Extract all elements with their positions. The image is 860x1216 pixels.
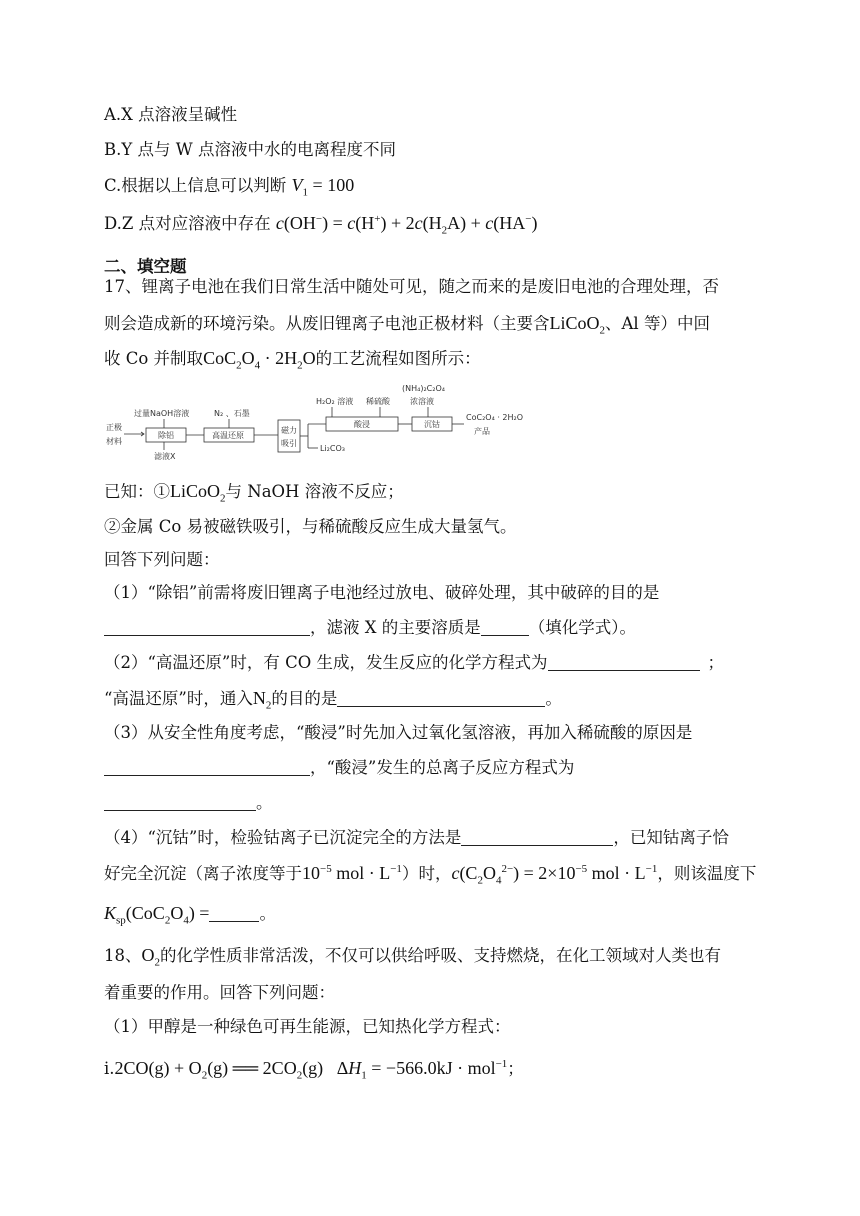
known-1-prefix: 已知：①	[104, 482, 170, 501]
known-1-tail: 与 NaOH 溶液不反应；	[225, 482, 404, 501]
enthalpy-value: = −566.0kJ · mol	[371, 1058, 496, 1078]
q17-known-2: ②金属 Co 易被磁铁吸引，与稀硫酸反应生成大量氢气。	[104, 517, 517, 536]
flow-product-label: 产品	[474, 427, 490, 436]
section-title: 二、填空题	[104, 257, 187, 276]
equation-end: ；	[507, 1059, 524, 1078]
part4-line2-pre: 好完全沉淀（离子浓度等于	[104, 864, 302, 883]
q17-part3-line3	[104, 792, 273, 814]
option-c-formula: $V_1 = 100$	[291, 175, 355, 199]
option-a: A.X 点溶液呈碱性	[104, 105, 238, 124]
q17-line3	[104, 347, 481, 370]
flow-box-magnet-label-1: 磁力	[281, 426, 297, 435]
part4-line3-end: 。	[259, 904, 276, 923]
q17-part2-line2	[104, 687, 562, 710]
answer-blank[interactable]	[209, 905, 259, 922]
option-d-formula: $c(OH^-) = c(H^+) + 2c(H_2A) + c(HA^-)$	[275, 213, 538, 237]
answer-blank[interactable]	[104, 759, 310, 776]
part2-line2-end: 。	[545, 689, 562, 708]
option-d	[104, 212, 537, 235]
part4-line2-mid: ）时，	[401, 864, 452, 883]
flow-box-precipitate-label: 沉钴	[424, 420, 440, 429]
option-c	[104, 174, 354, 197]
answer-blank[interactable]	[481, 619, 529, 636]
flow-box-reduction-label: 高温还原	[212, 431, 244, 440]
flow-box-acid-leach-label: 酸浸	[354, 420, 370, 429]
thermo-equation: $2CO(g) + O_2(g)$ ══ $2CO_2(g) \Delta H_1 = -566.0kJ \cdot mol^{-1}$	[114, 1058, 508, 1082]
oxalate-concentration-formula: $c(C_2O_4^{2-}) = 2\times 10^{-5}$ mol · $L^{-1}$	[451, 863, 658, 887]
process-flow-diagram	[104, 382, 544, 460]
part4-end: ，已知钴离子恰	[613, 828, 729, 847]
flow-filtrate-x: 滤液X	[154, 452, 176, 460]
answer-blank[interactable]	[461, 829, 613, 846]
part1-mid: ，滤液 X 的主要溶质是	[310, 618, 481, 637]
q17-known-1	[104, 480, 404, 503]
q17-part4-line2	[104, 862, 756, 885]
q18-line2: 着重要的作用。回答下列问题：	[104, 983, 335, 1002]
flow-reagent-oxalate: (NH₄)₂C₂O₄	[402, 384, 445, 393]
part2-line2-pre: “高温还原”时，通入	[104, 689, 253, 708]
option-c-value: = 100	[312, 175, 355, 195]
q17-part1-line1: （1）“除铝”前需将废旧锂离子电池经过放电、破碎处理，其中破碎的目的是	[104, 583, 660, 602]
n2-formula: $N_2$	[252, 688, 272, 712]
q17-answer-prompt: 回答下列问题：	[104, 550, 220, 569]
part1-end: （填化学式）。	[528, 618, 636, 637]
q17-part2-line1	[104, 652, 724, 674]
q17-line3-text: 收 Co 并制取	[104, 349, 204, 368]
q18-number: 18、	[104, 946, 142, 965]
flow-li2co3: Li₂CO₃	[320, 444, 345, 453]
answer-blank[interactable]	[104, 619, 310, 636]
q17-part3-line1: （3）从安全性角度考虑，“酸浸”时先加入过氧化氢溶液，再加入稀硫酸的原因是	[104, 723, 693, 742]
licoo2-formula: LiCoO$_2$	[549, 313, 606, 337]
flow-start-label-2: 材料	[106, 437, 122, 446]
q17-line1: 17、锂离子电池在我们日常生活中随处可见，随之而来的是废旧电池的合理处理，否	[104, 277, 719, 296]
q17-line2-tail: 、Al 等）中回	[605, 314, 710, 333]
flow-reagent-h2o2: H₂O₂ 溶液	[316, 397, 354, 406]
q17-line2-text: 则会造成新的环境污染。从废旧锂离子电池正极材料（主要含	[104, 314, 550, 333]
q17-part4-line1	[104, 827, 729, 849]
option-d-text: D.Z 点对应溶液中存在	[104, 214, 271, 233]
q18-line1	[104, 944, 721, 967]
flow-reagent-conc: 浓溶液	[410, 397, 434, 406]
q18-part1: （1）甲醇是一种绿色可再生能源，已知热化学方程式：	[104, 1017, 511, 1036]
option-c-text: C.根据以上信息可以判断	[104, 176, 287, 195]
concentration-formula: $10^{-5}$ mol · $L^{-1}$	[302, 863, 402, 883]
flow-reagent-h2so4: 稀硫酸	[366, 397, 390, 406]
equation-label: i.	[104, 1059, 115, 1078]
q17-part4-line3	[104, 902, 276, 925]
part2-end: ；	[707, 653, 725, 672]
q18-equation-i	[104, 1057, 524, 1080]
q17-part1-line2	[104, 617, 636, 639]
flow-product-formula: CoC₂O₄ · 2H₂O	[466, 413, 524, 422]
answer-blank[interactable]	[104, 794, 256, 811]
licoo2-formula-2: LiCoO$_2$	[170, 481, 226, 505]
q17-part3-line2	[104, 757, 574, 779]
o2-formula: $O_2$	[141, 945, 160, 969]
flow-start-label-1: 正极	[106, 423, 122, 432]
flow-box-remove-al-label: 除铝	[158, 431, 174, 440]
part2-line2-mid: 的目的是	[271, 689, 338, 708]
flow-reagent-n2: N₂ 、石墨	[214, 409, 250, 418]
part4-line2-end: ，则该温度下	[657, 864, 757, 883]
flow-reagent-naoh: 过量NaOH溶液	[134, 409, 190, 418]
part3-end: 。	[256, 793, 273, 812]
part3-mid: ，“酸浸”发生的总离子反应方程式为	[310, 758, 575, 777]
q17-line3-tail: 的工艺流程如图所示：	[315, 349, 481, 368]
part4-text: （4）“沉钴”时，检验钴离子已沉淀完全的方法是	[104, 828, 462, 847]
ksp-formula: $K_{sp}(CoC_2O_4)$ =	[104, 903, 210, 927]
flow-box-magnet-label-2: 吸引	[281, 439, 297, 448]
q17-line2	[104, 312, 710, 335]
part2-text: （2）“高温还原”时，有 CO 生成，发生反应的化学方程式为	[104, 653, 548, 672]
q18-line1-text: 的化学性质非常活泼，不仅可以供给呼吸、支持燃烧，在化工领域对人类也有	[160, 946, 721, 965]
product-formula: $CoC_2O_4 \cdot 2H_2O$	[203, 348, 316, 372]
answer-blank[interactable]	[337, 690, 545, 707]
option-b: B.Y 点与 W 点溶液中水的电离程度不同	[104, 140, 396, 159]
answer-blank[interactable]	[548, 654, 700, 671]
